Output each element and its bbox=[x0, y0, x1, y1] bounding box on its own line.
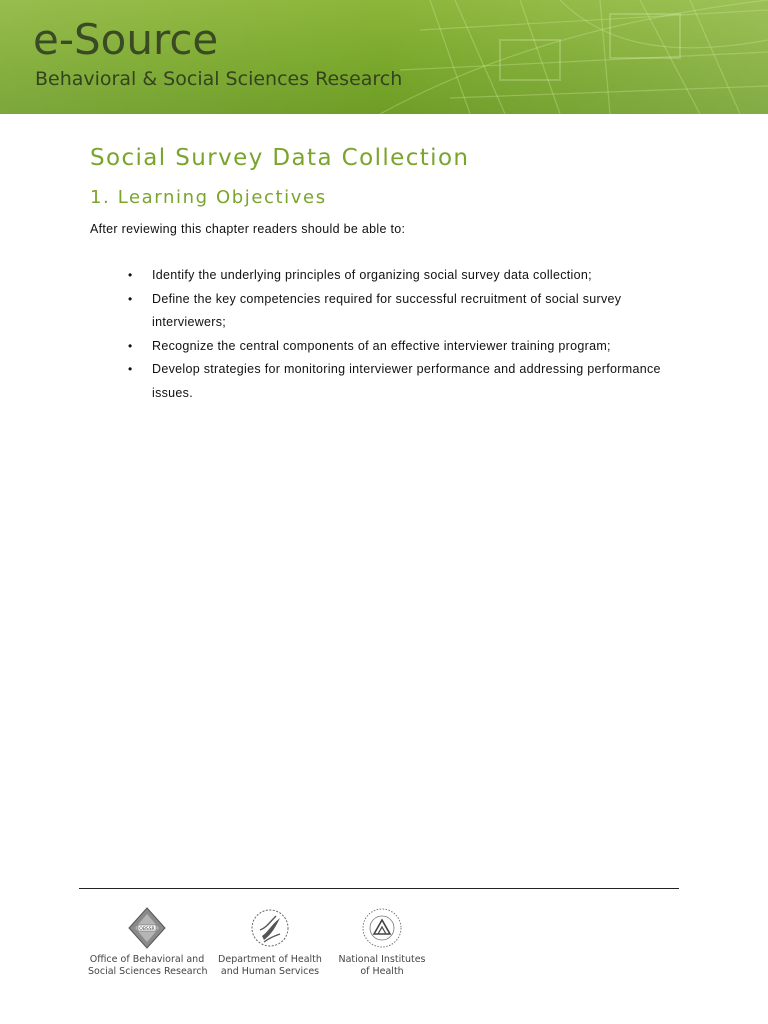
list-item bbox=[128, 288, 688, 335]
caption-line: Office of Behavioral and bbox=[89, 954, 205, 965]
intro-text: After reviewing this chapter readers should be able to: bbox=[90, 222, 406, 236]
section-heading: 1. Learning Objectives bbox=[90, 187, 327, 208]
objectives-list bbox=[128, 264, 688, 405]
caption-line: and Human Services bbox=[220, 966, 320, 977]
objective-text: Recognize the central components of an effective interviewer training program; bbox=[152, 338, 611, 353]
header-banner bbox=[0, 0, 768, 114]
caption-line: National Institutes bbox=[338, 954, 426, 965]
nih-logo bbox=[336, 906, 428, 978]
list-item bbox=[128, 358, 688, 405]
bullet-icon: • bbox=[128, 268, 133, 282]
brand-subtitle: Behavioral & Social Sciences Research bbox=[35, 68, 403, 90]
bullet-icon: • bbox=[128, 362, 133, 376]
hhs-caption bbox=[218, 954, 322, 978]
caption-line: Social Sciences Research bbox=[88, 966, 208, 977]
obssr-logo-icon bbox=[127, 906, 167, 950]
brand-title: e-Source bbox=[33, 15, 219, 64]
objective-text: Identify the underlying principles of organizing social survey data collection; bbox=[152, 268, 592, 282]
caption-line: Department of Health bbox=[218, 954, 322, 965]
bullet-icon: • bbox=[128, 291, 133, 306]
caption-line: of Health bbox=[360, 966, 404, 977]
list-item bbox=[128, 335, 688, 359]
bullet-icon: • bbox=[128, 338, 133, 353]
hhs-eagle-icon bbox=[250, 906, 290, 950]
nih-seal-icon bbox=[360, 906, 404, 950]
objective-text: Develop strategies for monitoring interviewer performance and addressing performance issues. bbox=[152, 362, 661, 400]
svg-text:OBSSR: OBSSR bbox=[139, 927, 155, 932]
nih-caption bbox=[336, 954, 428, 978]
obssr-logo bbox=[88, 906, 206, 978]
list-item bbox=[128, 264, 688, 288]
objective-text: Define the key competencies required for successful recruitment of social survey interviewers; bbox=[152, 291, 622, 329]
footer-divider bbox=[79, 888, 679, 889]
document-title: Social Survey Data Collection bbox=[90, 145, 470, 171]
hhs-logo bbox=[218, 906, 322, 978]
obssr-caption bbox=[88, 954, 206, 978]
